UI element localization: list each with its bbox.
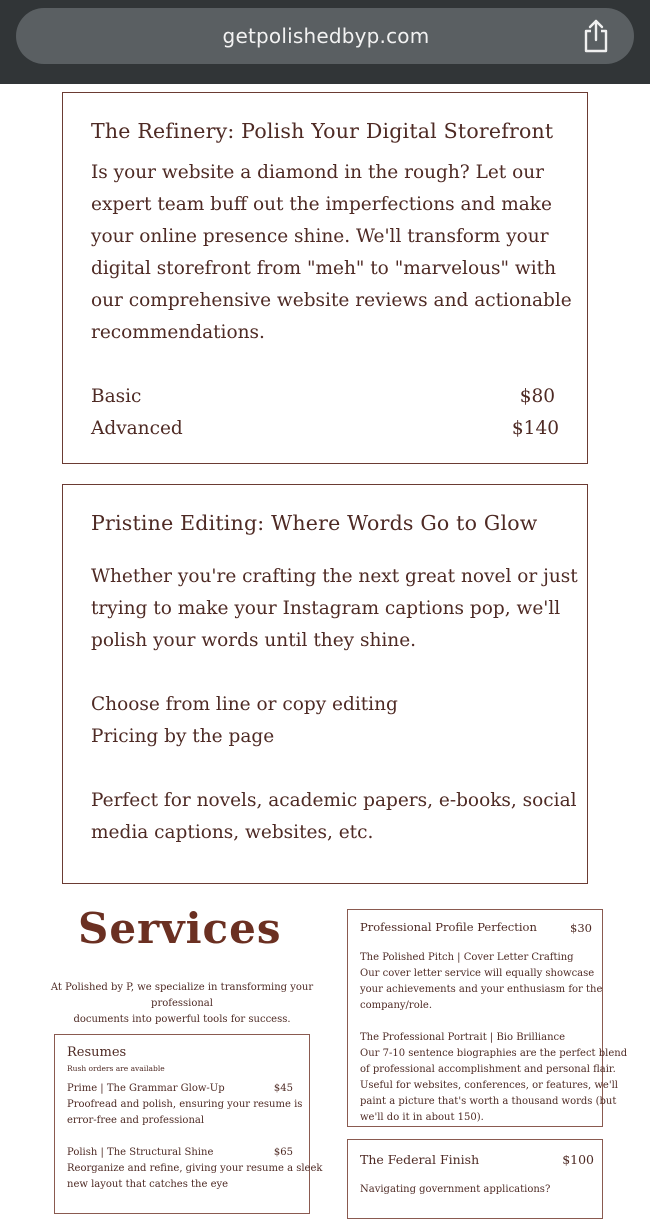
profile-price: $30	[570, 921, 592, 935]
editing-perfect-line: media captions, websites, etc.	[91, 822, 374, 843]
resume-item-price: $45	[273, 1083, 293, 1094]
profile-item-desc: Useful for websites, conferences, or features, we'll	[360, 1080, 618, 1091]
refinery-line: digital storefront from "meh" to "marvelous" with	[91, 258, 556, 279]
profile-item-name: The Polished Pitch | Cover Letter Crafting	[360, 952, 574, 963]
editing-details	[91, 689, 398, 753]
resume-item-desc: new layout that catches the eye	[67, 1179, 229, 1190]
resume-item-desc: error-free and professional	[67, 1115, 205, 1126]
services-intro-line: documents into powerful tools for success.	[73, 1014, 291, 1025]
profile-item-desc: company/role.	[360, 1000, 433, 1011]
editing-perfect-line: Perfect for novels, academic papers, e-books, social	[91, 790, 577, 811]
resume-item-price: $65	[273, 1147, 293, 1158]
services-intro-line: At Polished by P, we specialize in transforming your professional	[50, 982, 314, 1009]
price-value-advanced: $140	[511, 418, 559, 439]
resume-item-desc: Reorganize and refine, giving your resume a sleek	[67, 1163, 323, 1174]
editing-detail-line: Pricing by the page	[91, 726, 275, 747]
profile-item-desc: Our 7-10 sentence biographies are the perfect blend	[360, 1048, 628, 1059]
refinery-title: The Refinery: Polish Your Digital Storefront	[91, 119, 554, 143]
profile-card	[347, 909, 628, 1127]
services-heading: Services	[78, 904, 282, 953]
refinery-card	[62, 92, 588, 464]
resume-item-desc: Proofread and polish, ensuring your resume is	[67, 1099, 303, 1110]
price-label-advanced: Advanced	[91, 418, 183, 439]
address-bar[interactable]	[16, 8, 634, 64]
federal-desc: Navigating government applications?	[360, 1184, 551, 1195]
editing-line: trying to make your Instagram captions pop, we'll	[91, 598, 561, 619]
profile-item-desc: your achievements and your enthusiasm for the	[360, 984, 603, 995]
resumes-card	[54, 1034, 323, 1214]
price-value-basic: $80	[519, 386, 555, 407]
share-icon[interactable]	[582, 19, 610, 53]
profile-item-desc: of professional accomplishment and personal flair.	[360, 1064, 616, 1075]
editing-card	[62, 484, 588, 884]
profile-item-desc: we'll do it in about 150).	[360, 1112, 484, 1123]
refinery-line: recommendations.	[91, 322, 265, 343]
refinery-line: Is your website a diamond in the rough? Let our	[91, 162, 545, 183]
refinery-line: our comprehensive website reviews and actionable	[91, 290, 572, 311]
resume-item-name: Prime | The Grammar Glow-Up	[67, 1083, 225, 1094]
profile-item-desc: paint a picture that's worth a thousand words (but	[360, 1096, 617, 1107]
url-text[interactable]: getpolishedbyp.com	[222, 24, 430, 48]
resumes-title: Resumes	[67, 1045, 127, 1060]
profile-item-desc: Our cover letter service will equally showcase	[360, 968, 595, 979]
federal-title: The Federal Finish	[360, 1152, 480, 1167]
refinery-line: expert team buff out the imperfections and make	[91, 194, 552, 215]
refinery-description	[91, 157, 572, 349]
refinery-line: your online presence shine. We'll transform your	[91, 226, 549, 247]
profile-item-name: The Professional Portrait | Bio Brilliance	[360, 1032, 566, 1043]
services-intro	[22, 980, 342, 1028]
price-label-basic: Basic	[91, 386, 142, 407]
federal-price: $100	[562, 1152, 594, 1167]
resume-item-name: Polish | The Structural Shine	[67, 1147, 214, 1158]
editing-perfect-for	[91, 785, 577, 849]
editing-line: polish your words until they shine.	[91, 630, 417, 651]
editing-title: Pristine Editing: Where Words Go to Glow	[91, 511, 538, 535]
editing-line: Whether you're crafting the next great novel or just	[91, 566, 578, 587]
browser-toolbar	[0, 0, 650, 84]
profile-title: Professional Profile Perfection	[360, 920, 537, 934]
resumes-subtitle: Rush orders are available	[67, 1064, 165, 1073]
editing-detail-line: Choose from line or copy editing	[91, 694, 398, 715]
federal-card	[347, 1139, 603, 1219]
editing-description	[91, 561, 578, 657]
